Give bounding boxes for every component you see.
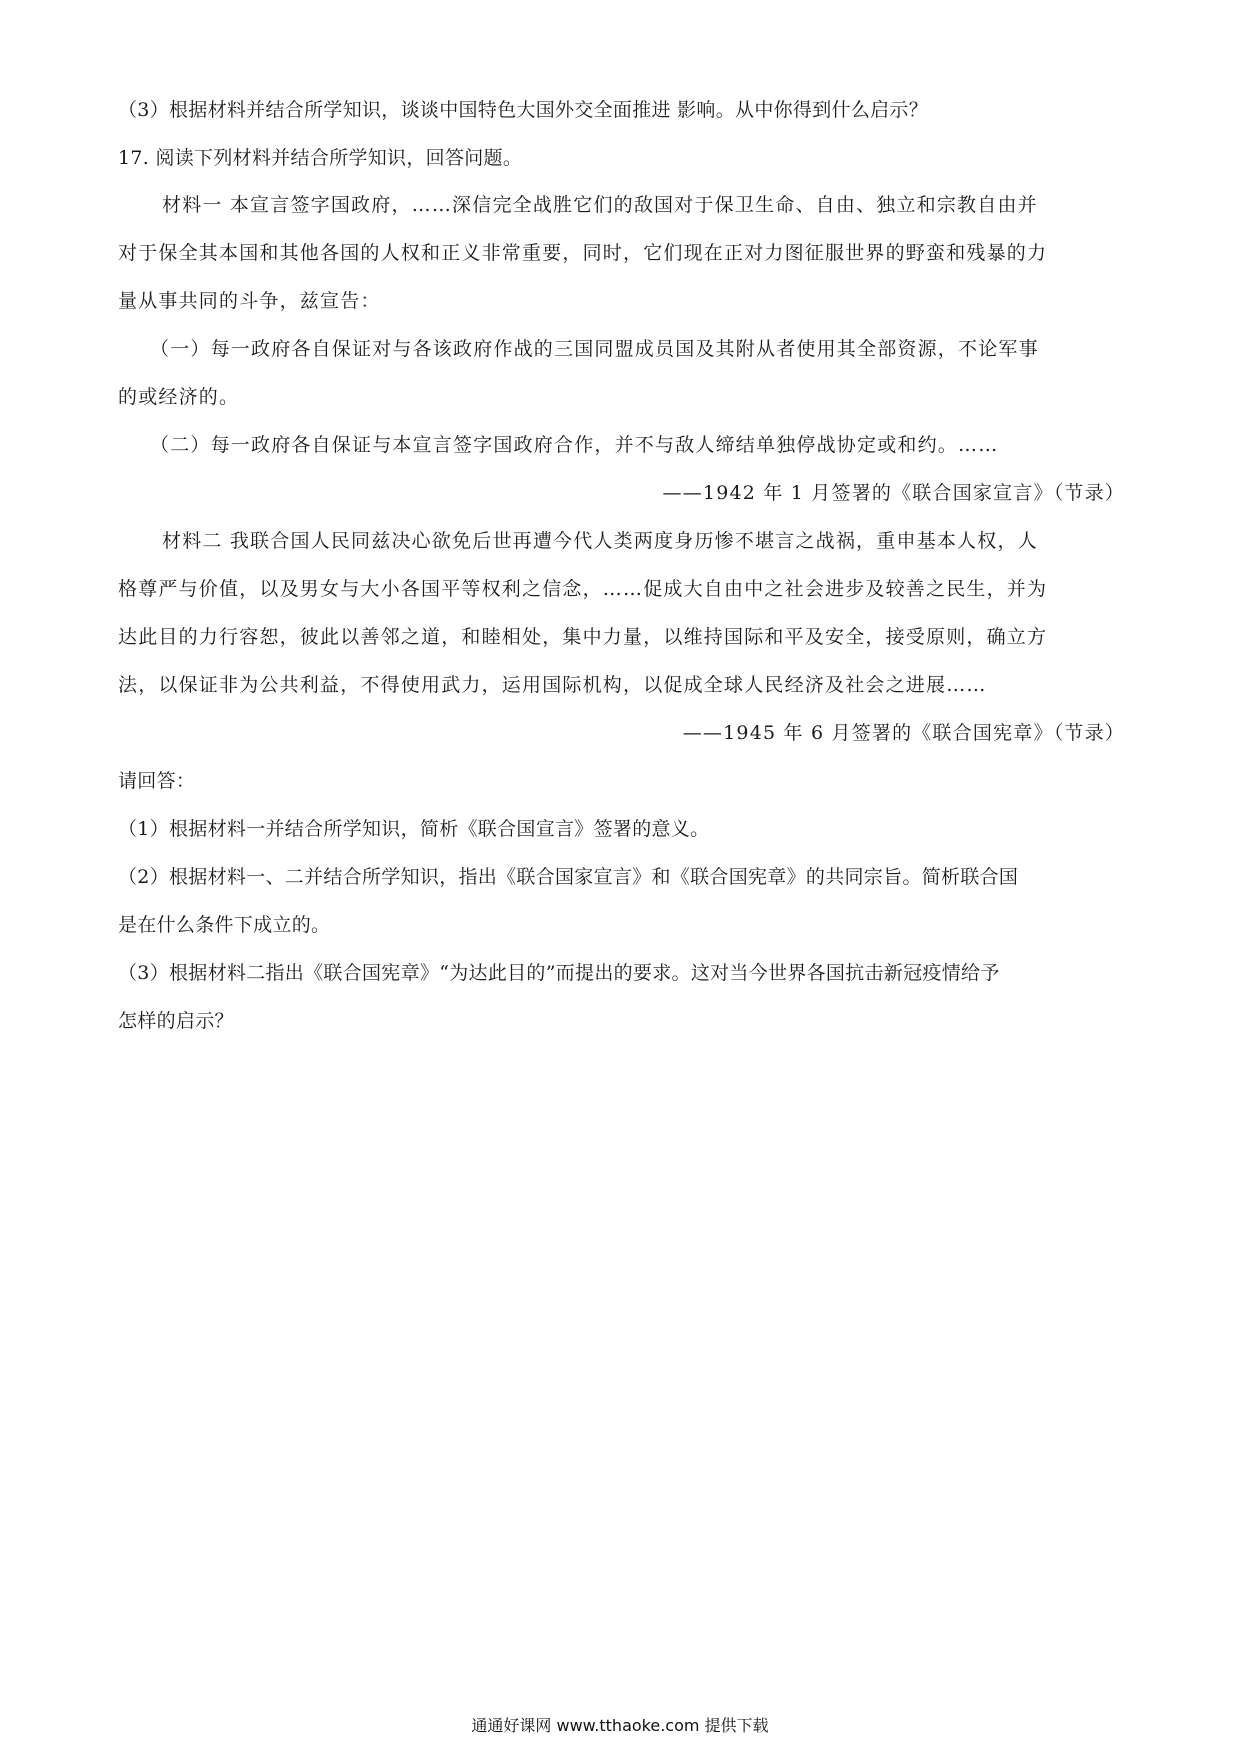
material-1-source: ——1942 年 1 月签署的《联合国家宣言》（节录）	[662, 482, 1125, 504]
material-2-line-3: 达此目的力行容恕，彼此以善邻之道，和睦相处，集中力量，以维持国际和平及安全，接受原则，确立方	[118, 626, 1048, 648]
material-2-source: ——1945 年 6 月签署的《联合国宪章》（节录）	[682, 722, 1125, 744]
question-16-part-3: （3）根据材料并结合所学知识，谈谈中国特色大国外交全面推进 影响。从中你得到什么启示？	[118, 99, 929, 121]
question-17-part-3: （3）根据材料二指出《联合国宪章》“为达此目的”而提出的要求。这对当今世界各国抗击新冠疫情给予	[118, 962, 1000, 984]
material-1-clause-1: （一）每一政府各自保证对与各该政府作战的三国同盟成员国及其附从者使用其全部资源，不论军事	[150, 338, 1039, 360]
material-2-line-4: 法，以保证非为公共利益，不得使用武力，运用国际机构，以促成全球人民经济及社会之进展……	[118, 674, 987, 696]
question-17-heading: 17. 阅读下列材料并结合所学知识，回答问题。	[118, 147, 523, 169]
material-1-clause-1-cont: 的或经济的。	[118, 386, 240, 408]
material-1-clause-2: （二）每一政府各自保证与本宣言签字国政府合作，并不与敌人缔结单独停战协定或和约。……	[150, 434, 999, 456]
material-2-line-1: 材料二 我联合国人民同兹决心欲免后世再遭今代人类两度身历惨不堪言之战祸，重申基本人权，人	[162, 530, 1038, 552]
question-17-part-3-cont: 怎样的启示？	[118, 1010, 234, 1032]
question-17-part-2: （2）根据材料一、二并结合所学知识，指出《联合国家宣言》和《联合国宪章》的共同宗旨。简析联合国	[118, 866, 1019, 888]
question-17-part-1: （1）根据材料一并结合所学知识，简析《联合国宣言》签署的意义。	[118, 818, 710, 840]
question-17-part-2-cont: 是在什么条件下成立的。	[118, 914, 331, 936]
footer-source: 通通好课网 www.tthaoke.com 提供下载	[471, 1716, 769, 1735]
material-1-line-1: 材料一 本宣言签字国政府，……深信完全战胜它们的敌国对于保卫生命、自由、独立和宗教自由并	[162, 194, 1038, 216]
material-2-line-2: 格尊严与价值，以及男女与大小各国平等权利之信念，……促成大自由中之社会进步及较善之民生，并为	[118, 578, 1048, 600]
material-1-line-2: 对于保全其本国和其他各国的人权和正义非常重要，同时，它们现在正对力图征服世界的野蛮和残暴的力	[118, 242, 1048, 264]
material-1-line-3: 量从事共同的斗争，兹宣告：	[118, 290, 381, 312]
answer-prompt: 请回答：	[118, 770, 196, 792]
